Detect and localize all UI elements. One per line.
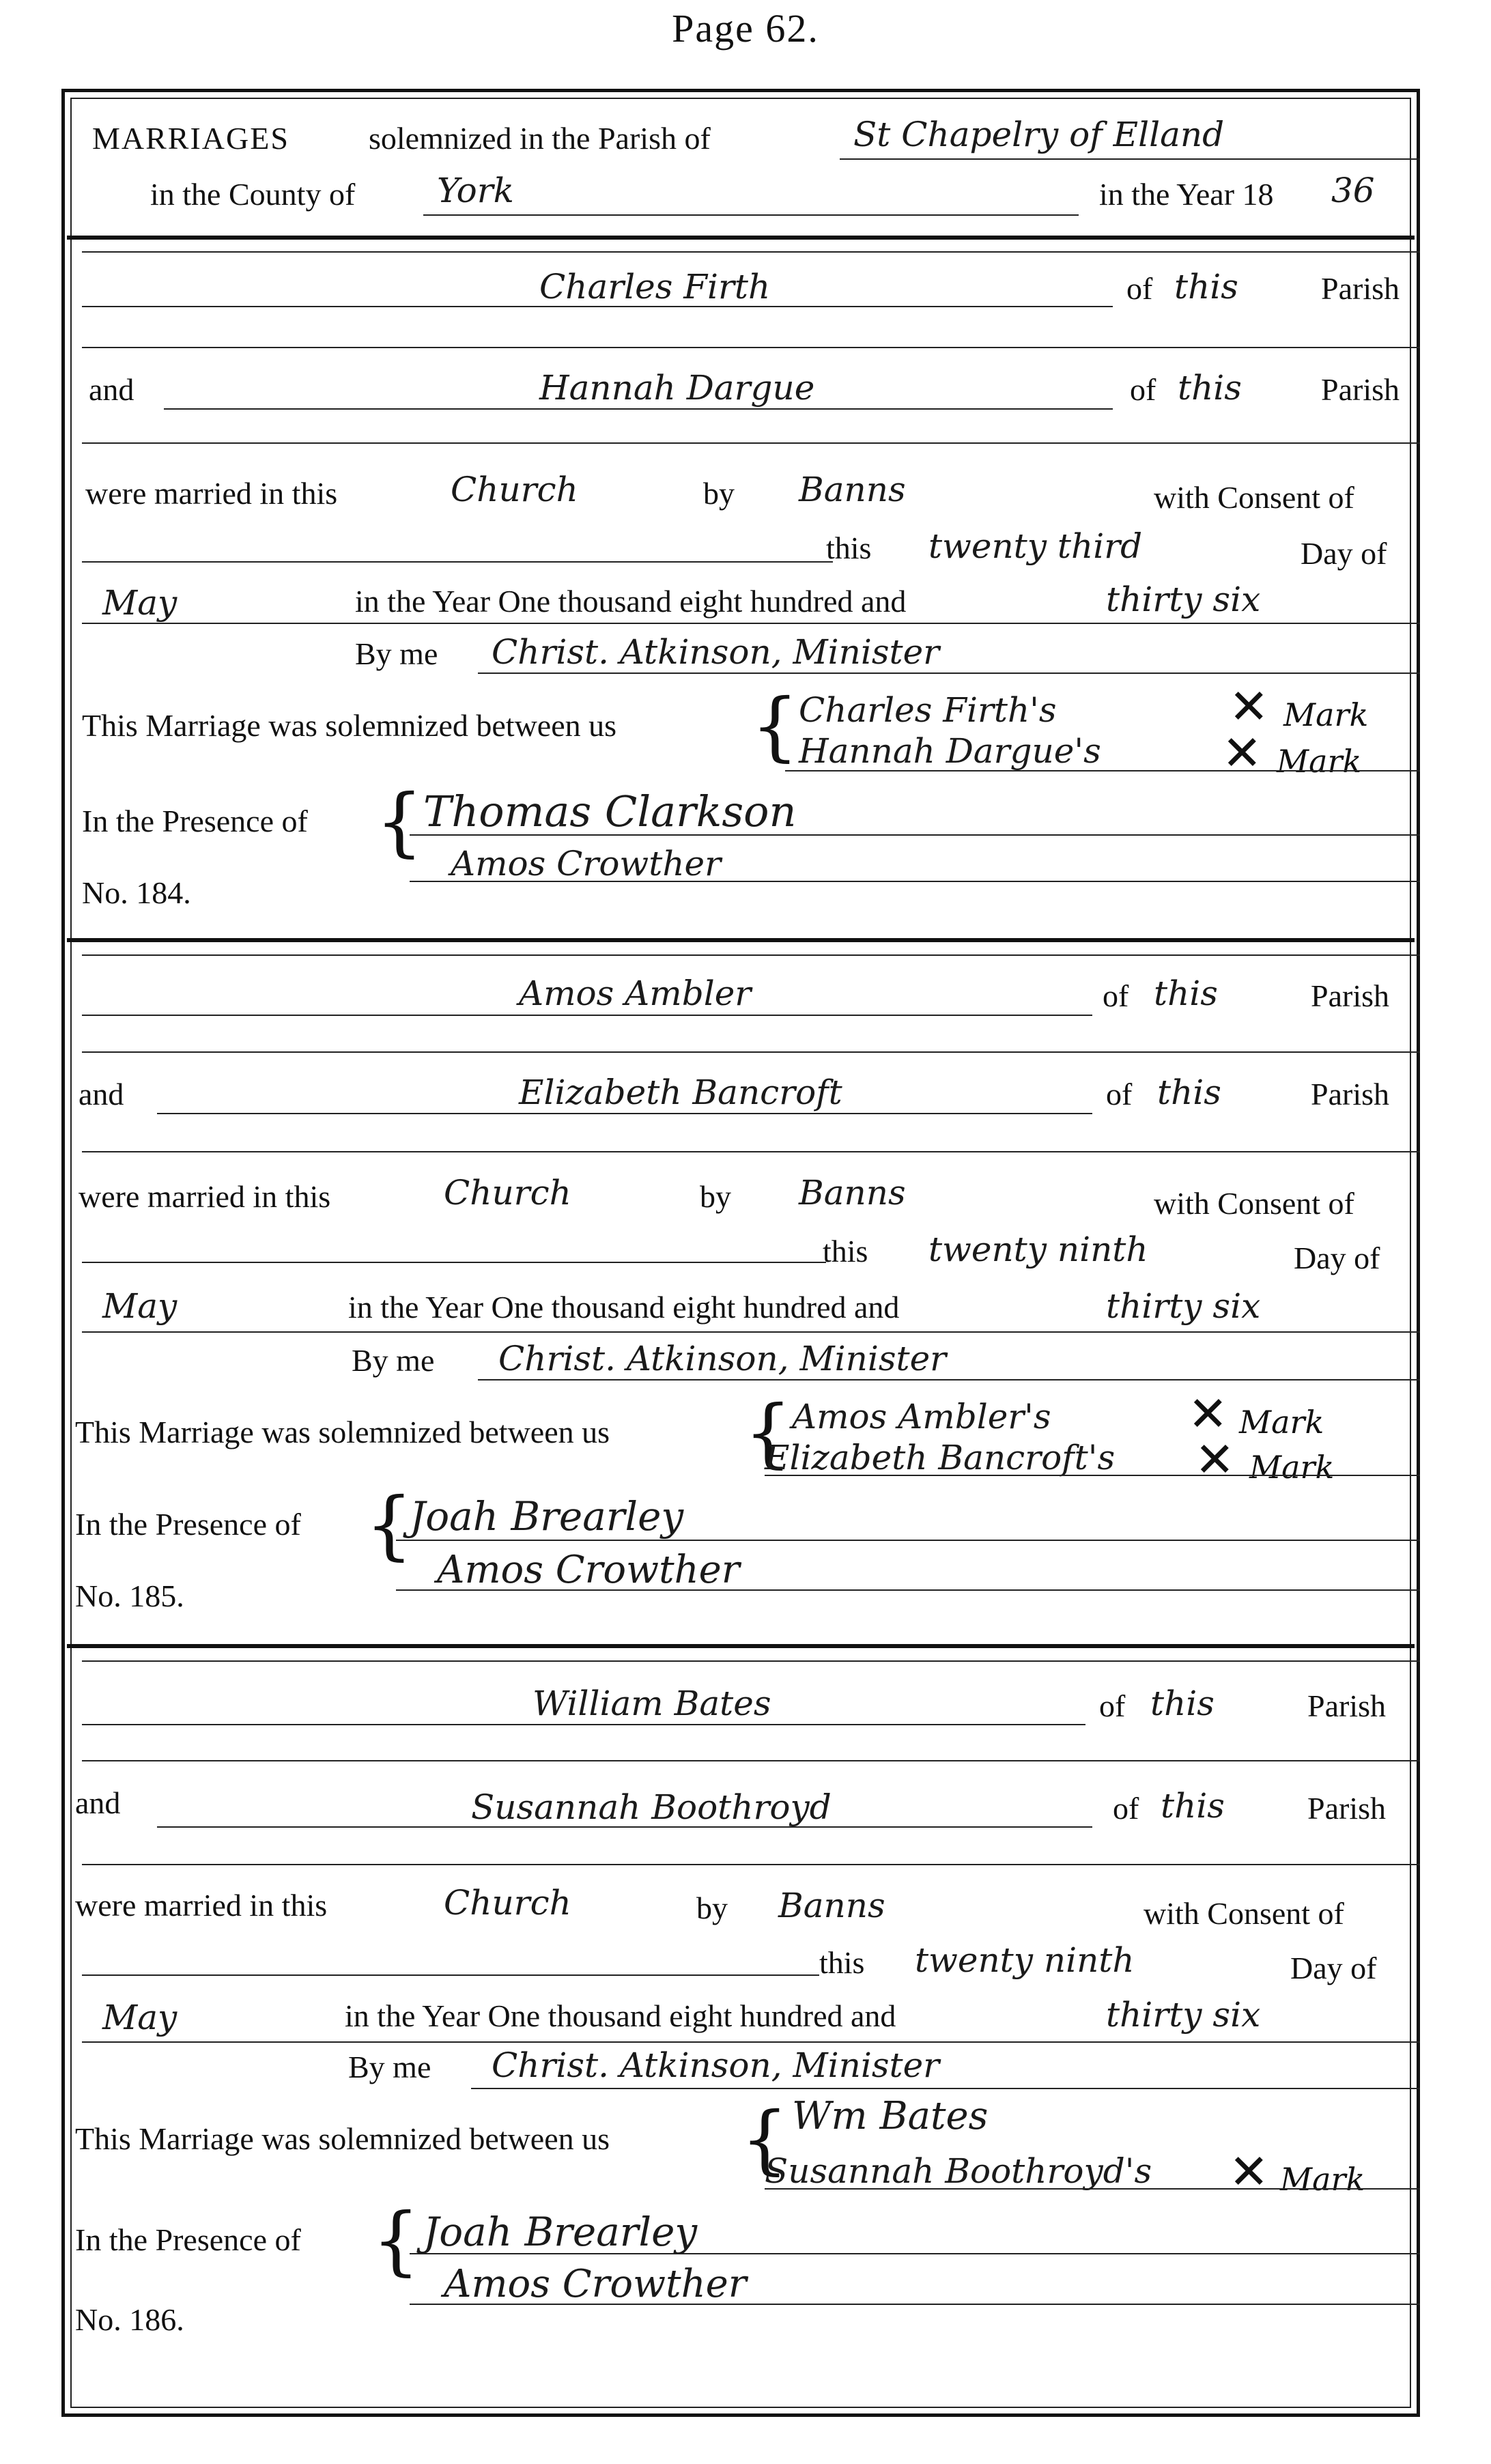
day-of-label: Day of	[1301, 536, 1387, 571]
church-value: Church	[444, 1883, 571, 1923]
parish-label: Parish	[1311, 1077, 1389, 1111]
solemnized-label: solemnized in the Parish of	[369, 121, 711, 156]
mark-label: Mark	[1249, 1449, 1335, 1486]
entry-number: No. 186.	[75, 2302, 184, 2337]
parish-label: Parish	[1307, 1791, 1386, 1826]
brace: {	[375, 778, 423, 865]
ruled-line	[410, 2253, 1420, 2254]
ruled-line	[765, 2188, 1420, 2190]
parish-label: Parish	[1307, 1688, 1386, 1723]
brace: {	[365, 1481, 413, 1568]
minister-signature: Christ. Atkinson, Minister	[492, 2045, 940, 2085]
year-words-value: thirty six	[1106, 580, 1261, 619]
cross-mark: ✕	[1229, 679, 1269, 735]
ruled-line	[82, 623, 1420, 624]
brace: {	[751, 682, 799, 769]
ruled-line	[82, 1864, 1420, 1865]
cross-mark: ✕	[1188, 1386, 1228, 1442]
parish-label: Parish	[1321, 372, 1400, 407]
county-name: York	[437, 171, 514, 210]
presence-label: In the Presence of	[82, 804, 308, 838]
bride-parish: this	[1161, 1786, 1225, 1826]
of-label: of	[1126, 271, 1153, 306]
ruled-line	[410, 881, 1420, 882]
day-value: twenty ninth	[915, 1940, 1135, 1980]
entry-divider	[67, 1644, 1415, 1648]
bride-name: Susannah Boothroyd	[471, 1787, 832, 1827]
presence-label: In the Presence of	[75, 1507, 301, 1542]
married-in-label: were married in this	[79, 1179, 331, 1214]
groom-line	[82, 1724, 1085, 1725]
mark-label: Mark	[1280, 2161, 1365, 2198]
brace: {	[744, 1389, 792, 1476]
year-label: in the Year 18	[1099, 177, 1274, 212]
by-label: by	[696, 1891, 728, 1925]
of-label: of	[1113, 1791, 1139, 1826]
this-label: this	[826, 530, 872, 565]
witness-1: Joah Brearley	[410, 1493, 684, 1540]
parish-label: Parish	[1321, 271, 1400, 306]
banns-value: Banns	[778, 1886, 885, 1925]
parish-name-line	[840, 158, 1420, 160]
of-label: of	[1130, 372, 1156, 407]
ruled-line	[82, 561, 833, 563]
month-value: May	[102, 1286, 178, 1326]
and-label: and	[75, 1785, 121, 1820]
brace: {	[372, 2196, 420, 2284]
entry-number: No. 185.	[75, 1578, 184, 1613]
month-value: May	[102, 583, 178, 623]
parish-name: St Chapelry of Elland	[853, 115, 1225, 154]
witness-2: Amos Crowther	[451, 844, 722, 883]
by-label: by	[703, 476, 735, 511]
banns-value: Banns	[799, 1173, 906, 1213]
ruled-line	[82, 1151, 1420, 1152]
parish-label: Parish	[1311, 978, 1389, 1013]
witness-1: Joah Brearley	[423, 2209, 698, 2255]
solemnized-between-label: This Marriage was solemnized between us	[82, 708, 617, 743]
solemnized-between-label: This Marriage was solemnized between us	[75, 1415, 610, 1449]
mark-label: Mark	[1277, 743, 1362, 780]
church-value: Church	[451, 470, 578, 509]
ruled-line	[478, 672, 1420, 674]
day-value: twenty third	[928, 526, 1143, 566]
of-label: of	[1103, 978, 1129, 1013]
day-of-label: Day of	[1294, 1241, 1380, 1275]
ruled-line	[410, 2304, 1420, 2305]
month-value: May	[102, 1998, 178, 2037]
cross-mark: ✕	[1229, 2144, 1269, 2200]
year-text-label: in the Year One thousand eight hundred and	[345, 1998, 896, 2033]
groom-line	[82, 306, 1113, 307]
signature-2: Susannah Boothroyd's	[765, 2151, 1152, 2191]
ruled-line	[478, 1379, 1420, 1380]
witness-2: Amos Crowther	[444, 2262, 747, 2306]
by-label: by	[700, 1179, 731, 1214]
groom-name: William Bates	[532, 1684, 771, 1723]
ruled-line	[396, 1540, 1420, 1541]
ruled-line	[82, 1760, 1420, 1761]
bride-line	[157, 1113, 1092, 1114]
ruled-line	[82, 1660, 1420, 1662]
mark-label: Mark	[1283, 696, 1369, 733]
year-text-label: in the Year One thousand eight hundred and	[355, 584, 907, 619]
by-me-label: By me	[355, 636, 438, 671]
and-label: and	[79, 1077, 124, 1111]
married-in-label: were married in this	[85, 476, 338, 511]
header-divider	[67, 236, 1415, 240]
entry-divider	[67, 938, 1415, 942]
married-in-label: were married in this	[75, 1888, 328, 1923]
ruled-line	[471, 2088, 1420, 2089]
minister-signature: Christ. Atkinson, Minister	[492, 632, 940, 672]
bride-parish: this	[1157, 1073, 1221, 1112]
consent-label: with Consent of	[1144, 1896, 1344, 1931]
this-label: this	[819, 1945, 865, 1980]
consent-label: with Consent of	[1154, 1186, 1354, 1221]
bride-line	[164, 408, 1113, 410]
day-of-label: Day of	[1290, 1951, 1377, 1985]
church-value: Church	[444, 1173, 571, 1213]
bride-parish: this	[1178, 368, 1242, 408]
this-label: this	[823, 1234, 868, 1269]
bride-name: Hannah Dargue	[539, 368, 815, 408]
by-me-label: By me	[352, 1343, 435, 1378]
groom-name: Charles Firth	[539, 267, 771, 307]
ruled-line	[410, 834, 1420, 836]
cross-mark: ✕	[1195, 1432, 1235, 1488]
ruled-line	[82, 442, 1420, 444]
marriages-heading: MARRIAGES	[92, 121, 289, 156]
witness-1: Thomas Clarkson	[423, 787, 797, 836]
bride-line	[157, 1826, 1092, 1828]
ruled-line	[82, 347, 1420, 348]
county-label: in the County of	[150, 177, 356, 212]
ruled-line	[82, 1051, 1420, 1053]
day-value: twenty ninth	[928, 1230, 1148, 1269]
solemnized-between-label: This Marriage was solemnized between us	[75, 2121, 610, 2156]
entry-number: No. 184.	[82, 875, 191, 910]
year-text-label: in the Year One thousand eight hundred and	[348, 1290, 900, 1325]
groom-name: Amos Ambler	[519, 974, 752, 1013]
ruled-line	[82, 1331, 1420, 1333]
ruled-line	[396, 1589, 1420, 1591]
signature-1: Charles Firth's	[799, 690, 1057, 730]
ruled-line	[82, 251, 1420, 253]
year-words-value: thirty six	[1106, 1286, 1261, 1326]
signature-1: Wm Bates	[792, 2094, 989, 2138]
ruled-line	[82, 1974, 819, 1976]
cross-mark: ✕	[1222, 725, 1262, 781]
ruled-line	[765, 1475, 1420, 1476]
groom-parish: this	[1174, 267, 1238, 307]
signature-2: Elizabeth Bancroft's	[765, 1438, 1116, 1477]
year-suffix: 36	[1331, 171, 1375, 210]
signature-1: Amos Ambler's	[792, 1397, 1051, 1436]
groom-line	[82, 1015, 1092, 1016]
page-title: Page 62.	[672, 6, 819, 51]
and-label: and	[89, 372, 134, 407]
witness-2: Amos Crowther	[437, 1548, 740, 1592]
mark-label: Mark	[1239, 1404, 1324, 1441]
groom-parish: this	[1150, 1684, 1215, 1723]
ruled-line	[82, 2041, 1420, 2043]
presence-label: In the Presence of	[75, 2222, 301, 2257]
county-line	[423, 214, 1079, 216]
ruled-line	[82, 1262, 826, 1263]
minister-signature: Christ. Atkinson, Minister	[498, 1339, 947, 1378]
banns-value: Banns	[799, 470, 906, 509]
signature-2: Hannah Dargue's	[799, 731, 1101, 771]
ruled-line	[785, 770, 1420, 771]
brace: {	[741, 2095, 789, 2183]
of-label: of	[1106, 1077, 1133, 1111]
year-words-value: thirty six	[1106, 1995, 1261, 2035]
by-me-label: By me	[348, 2050, 431, 2084]
consent-label: with Consent of	[1154, 480, 1354, 515]
ruled-line	[82, 954, 1420, 956]
of-label: of	[1099, 1688, 1126, 1723]
groom-parish: this	[1154, 974, 1218, 1013]
bride-name: Elizabeth Bancroft	[519, 1073, 842, 1112]
